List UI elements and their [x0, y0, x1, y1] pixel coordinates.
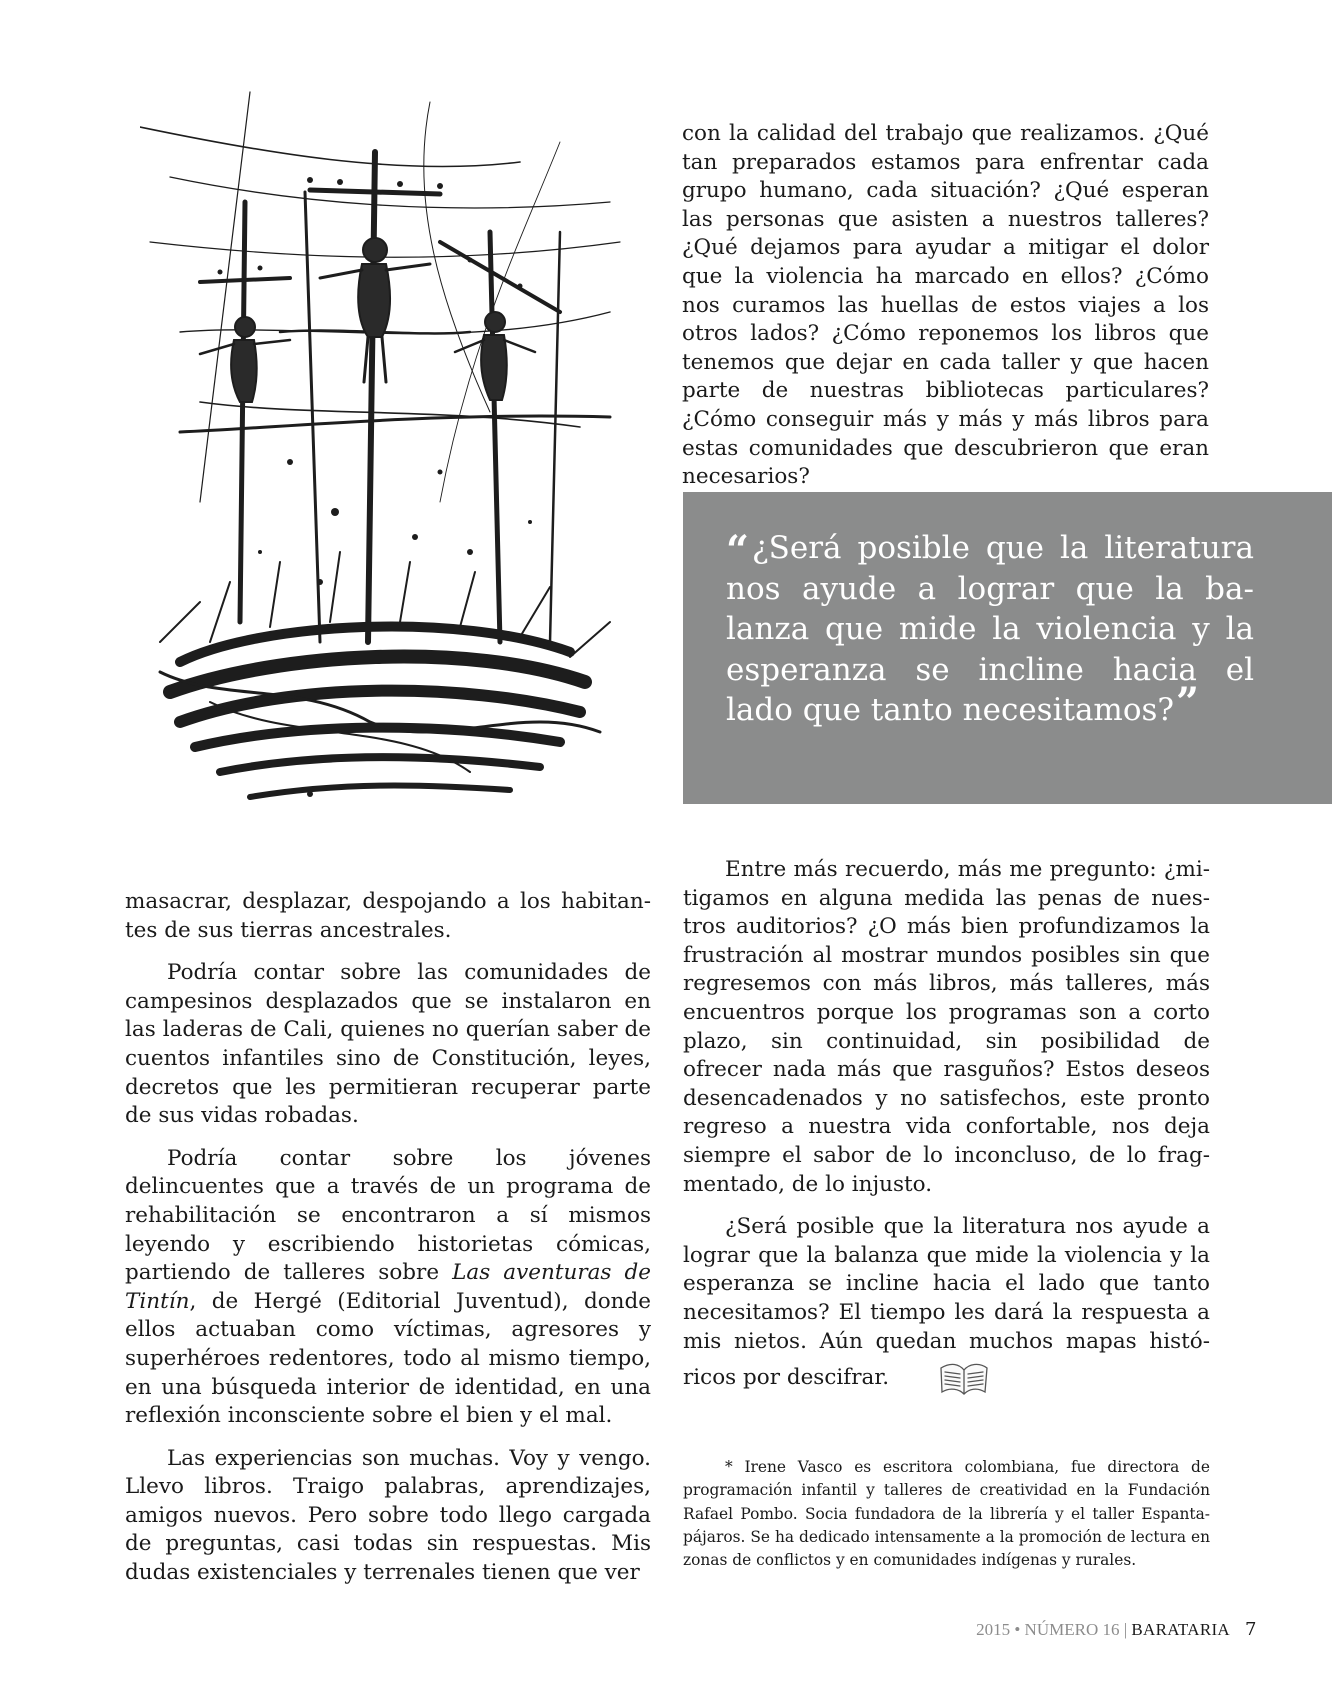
author-footnote [683, 1456, 1210, 1572]
illustration [140, 82, 640, 862]
book-title: Las aventuras de Tintín [125, 1260, 652, 1314]
open-quote-mark: “ [726, 527, 750, 574]
left-paragraph-2: Podría contar sobre las comunidades de campesinos desplazados que se instalaron en las laderas de Cali, quienes no querían saber de cuentos infantiles sino de Constitución, leyes, decretos que les permitieran recuperar parte de sus vidas robadas. [125, 960, 651, 1129]
pull-quote-text: ¿Será posible que la literatura nos ayude a lograr que la balanza que mide la violencia y la esperanza se incline hacia el lado que tanto necesitamos? [726, 530, 1254, 728]
publication-name: BARATARIA [1131, 1620, 1230, 1639]
top-right-paragraph: con la calidad del trabajo que realizamos. ¿Qué tan preparados estamos para enfrentar cada grupo humano, cada situación? ¿Qué esperan las personas que asisten a nuestros talleres? ¿Qué dejamos para ayudar a mitigar el dolor que la violencia ha marcado en ellos? ¿Cómo nos curamos las huellas de estos viajes a los otros lados? ¿Cómo reponemos los libros que tenemos que dejar en cada taller y que hacen parte de nuestras bibliotecas particulares? ¿Cómo conseguir más y más y más libros para estas comunidades que descubrieron que eran necesarios? [682, 121, 1209, 490]
left-column [125, 888, 651, 1588]
right-column [683, 856, 1210, 1400]
open-book-icon [895, 1356, 949, 1400]
right-paragraph-2-text: ¿Será posible que la literatura nos ayude a lograr que la balanza que mide la violencia y la esperanza se incline hacia el lado que tanto necesitamos? El tiempo les dará la respuesta a mis nietos. Aún quedan muchos mapas históricos por descifrar. [683, 1214, 1210, 1391]
pull-quote [726, 528, 1254, 731]
issue-label: 2015 • NÚMERO 16 [976, 1620, 1120, 1639]
footnote-text: * Irene Vasco es escritora colombiana, fue directora de programación infantil y talleres de creatividad en la Fundación Rafael Pombo. Socia fundadora de la librería y el taller Espantapájaros. Se ha dedicado intensamente a la promoción de lectura en zonas de conflictos y en comunidades indígenas y rurales. [683, 1458, 1210, 1570]
close-quote-mark: ” [1176, 679, 1200, 726]
folio-separator: | [1123, 1620, 1128, 1639]
right-paragraph-1: Entre más recuerdo, más me pregunto: ¿mitigamos en alguna medida las penas de nuestros auditorios? ¿O más bien profundizamos la frustración al mostrar mundos posibles sin que regresemos con más libros, más talleres, más encuentros porque los programas son a corto plazo, sin continuidad, sin posibilidad de ofrecer nada más que rasguños? Estos deseos desencadenados y no satisfechos, este pronto regreso a nuestra vida confortable, nos deja siempre el sabor de lo inconcluso, de lo fragmentado, de lo injusto. [683, 857, 1210, 1197]
pull-quote-box [683, 492, 1332, 804]
top-right-column [682, 120, 1209, 492]
left-paragraph-3-start: Podría contar sobre los jóvenes delincuentes que a través de un programa de rehabilitación se encontraron a sí mismos leyendo y escribiendo historietas cómicas, partiendo de talleres sobre [125, 1145, 651, 1286]
left-paragraph-3 [125, 1145, 651, 1431]
right-paragraph-2 [683, 1213, 1210, 1400]
ink-drawing [140, 82, 640, 862]
left-paragraph-4: Las experiencias son muchas. Voy y vengo. Llevo libros. Traigo palabras, aprendizajes, amigos nuevos. Pero sobre todo llego cargada de preguntas, casi todas sin respuestas. Mis dudas existenciales y terrenales tienen que ver [125, 1445, 651, 1586]
left-paragraph-3-end: , de Hergé (Editorial Juventud), donde ellos actuaban como víctimas, agresores y superhéroes redentores, todo al mismo tiempo, en una búsqueda interior de identidad, en una reflexión inconsciente sobre el bien y el mal. [125, 1288, 651, 1429]
page-number: 7 [1245, 1619, 1257, 1640]
left-paragraph-1: masacrar, desplazar, despojando a los habitantes de sus tierras ancestrales. [125, 889, 651, 943]
page-folio [900, 1620, 1230, 1640]
